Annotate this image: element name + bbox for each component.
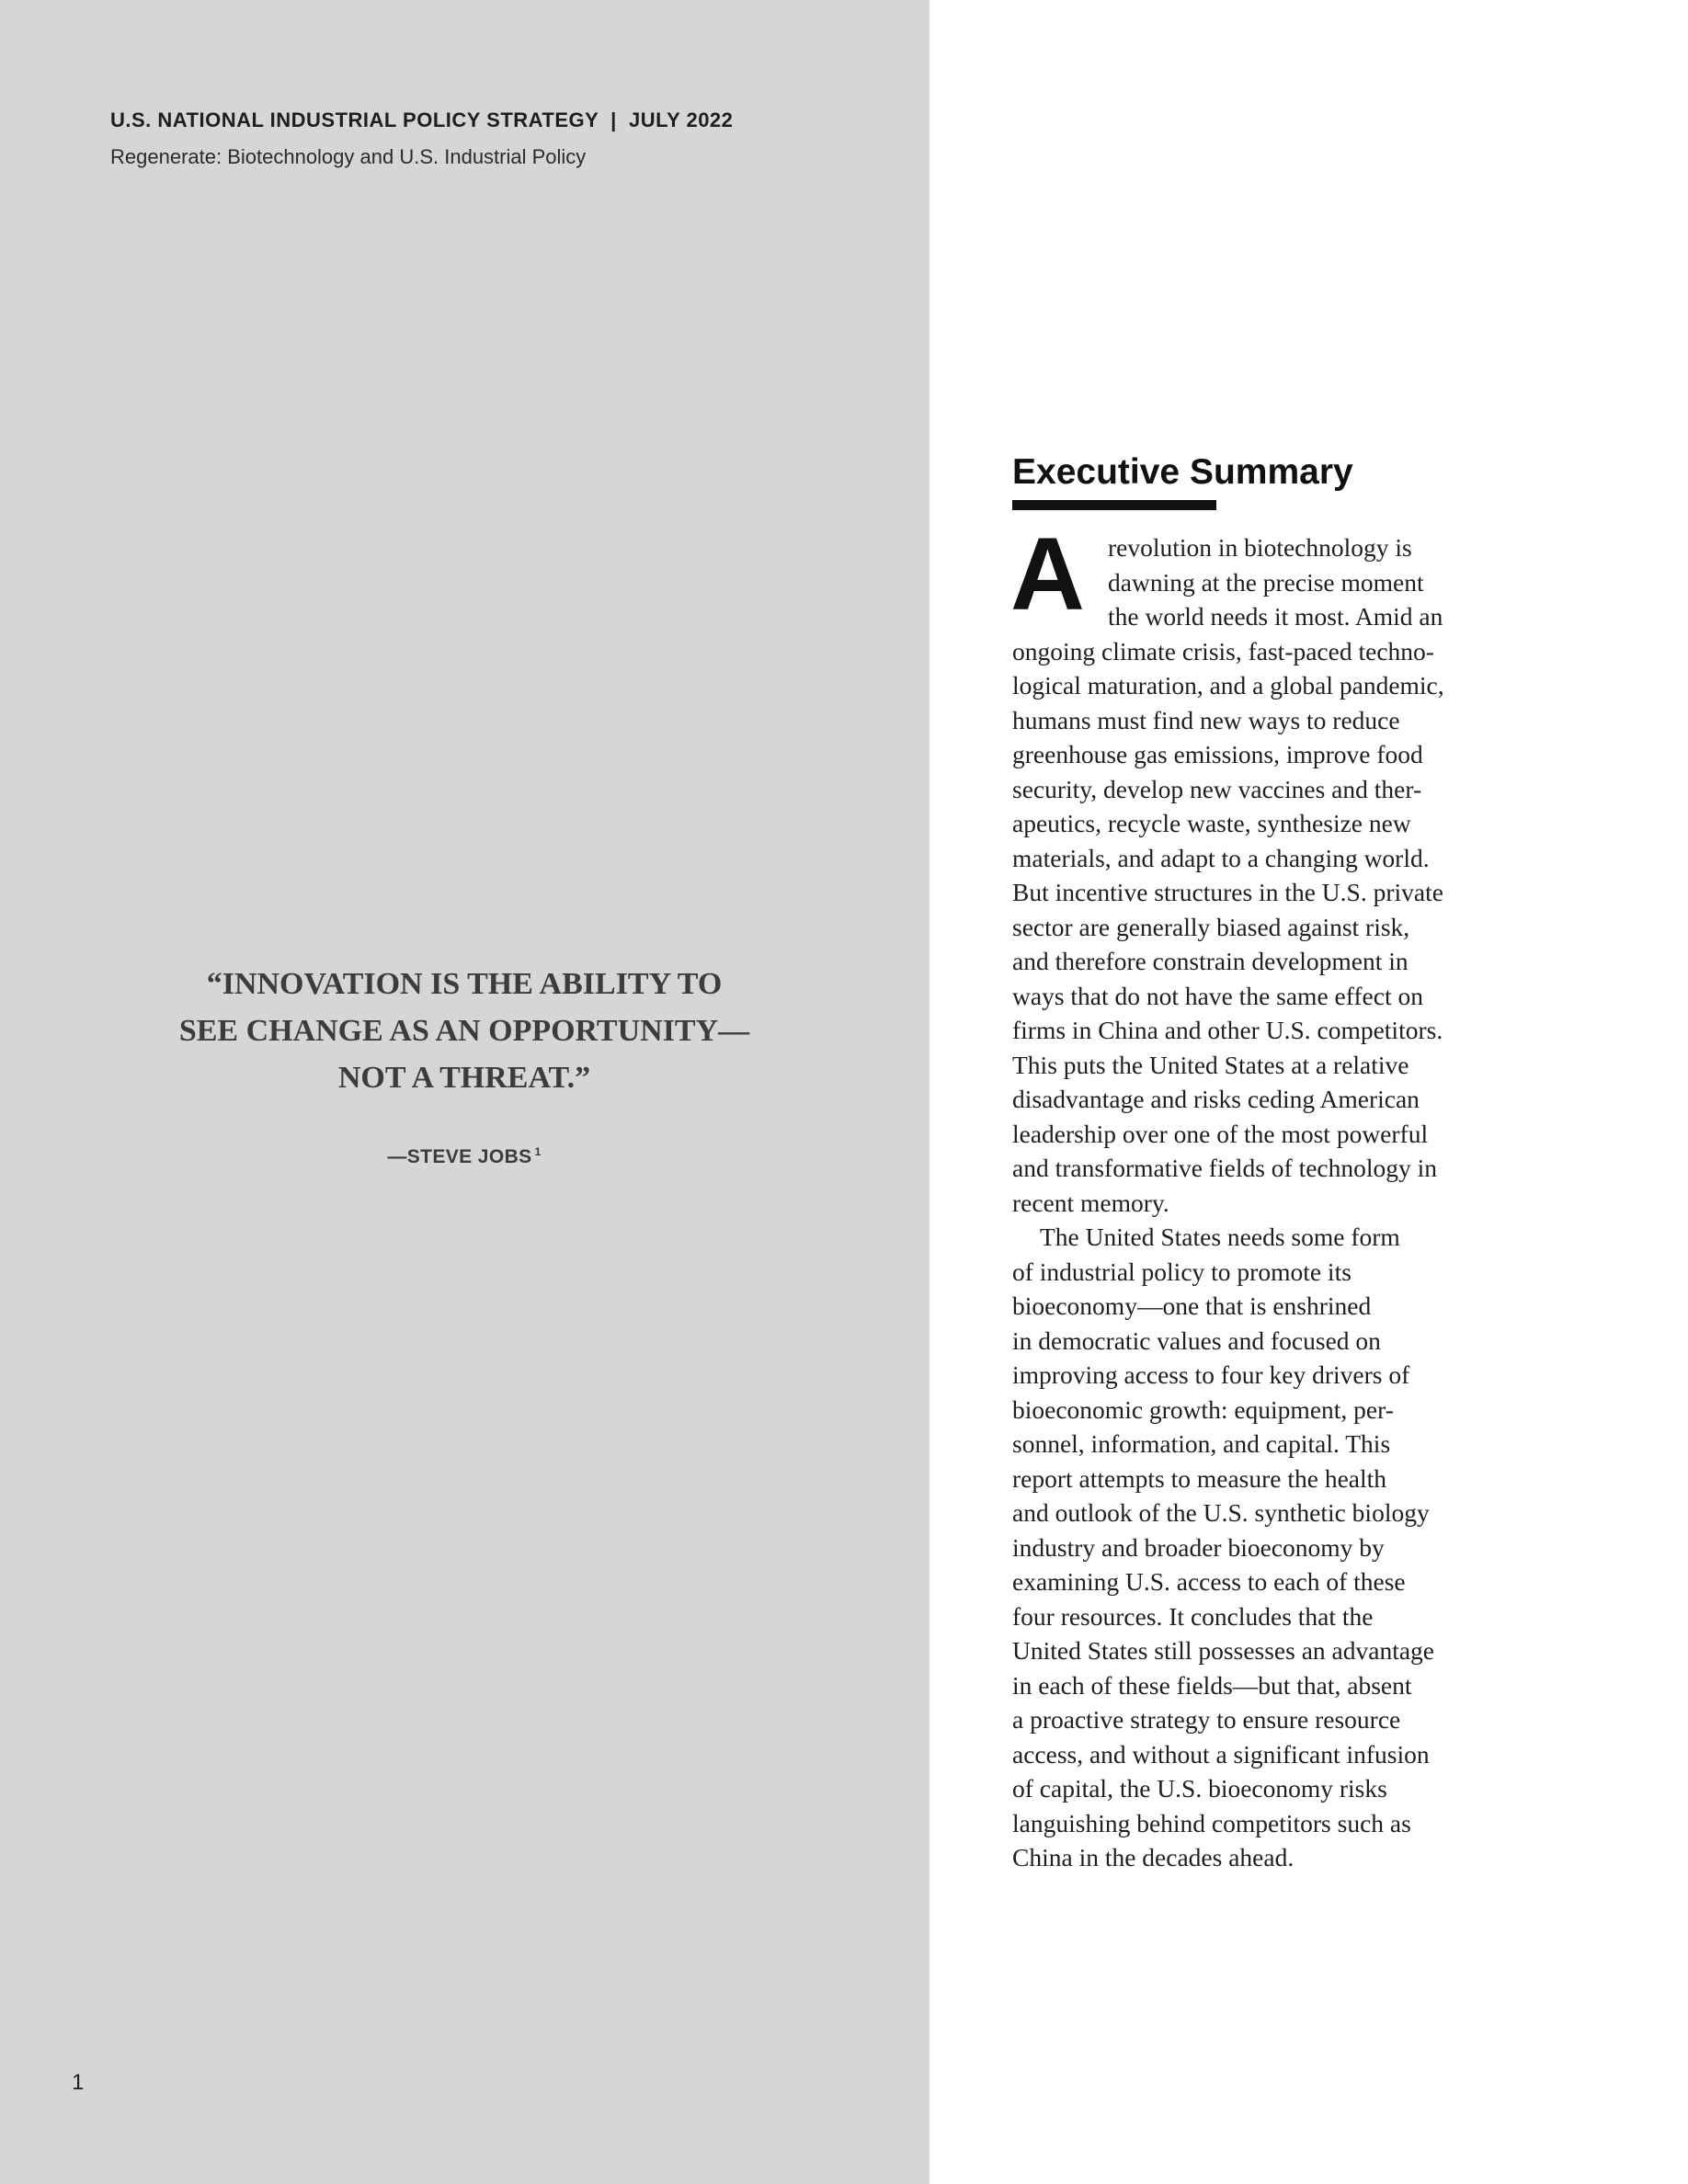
- text-line: languishing behind competitors such as: [1012, 1808, 1411, 1837]
- text-line: industry and broader bioeconomy by: [1012, 1532, 1385, 1562]
- text-line: a proactive strategy to ensure resource: [1012, 1705, 1401, 1734]
- footnote-marker[interactable]: 1: [534, 1145, 542, 1158]
- text-line: United States still possesses an advantage: [1012, 1636, 1435, 1665]
- text-line: four resources. It concludes that the: [1012, 1601, 1374, 1631]
- executive-summary-section: [1012, 450, 1527, 1875]
- text-line: leadership over one of the most powerful: [1012, 1119, 1429, 1148]
- running-header: [110, 108, 901, 169]
- text-line: apeutics, recycle waste, synthesize new: [1012, 809, 1411, 837]
- text-line: bioeconomy—one that is enshrined: [1012, 1291, 1372, 1320]
- pull-quote: [92, 961, 837, 1168]
- text-line: in democratic values and focused on: [1012, 1325, 1381, 1355]
- text-line: sector are generally biased against risk,: [1012, 912, 1410, 941]
- text-line: in each of these fields—but that, absent: [1012, 1670, 1412, 1700]
- paragraph-1: [1012, 530, 1527, 1220]
- text-line: revolution in biotechnology is: [1108, 533, 1412, 562]
- text-line: of industrial policy to promote its: [1012, 1257, 1352, 1286]
- text-line: China in the decades ahead.: [1012, 1843, 1295, 1871]
- summary-body: [1010, 517, 1527, 1875]
- text-line: access, and without a significant infusion: [1012, 1739, 1430, 1769]
- page-number: 1: [72, 2070, 85, 2095]
- text-line: This puts the United States at a relative: [1012, 1050, 1409, 1079]
- text-line: the world needs it most. Amid an: [1108, 602, 1443, 631]
- text-line: recent memory.: [1012, 1188, 1169, 1217]
- quote-line: NOT A THREAT.”: [337, 1061, 591, 1095]
- text-line: firms in China and other U.S. competitors.: [1012, 1016, 1443, 1044]
- text-line: sonnel, information, and capital. This: [1012, 1429, 1391, 1458]
- text-line: logical maturation, and a global pandemic,: [1012, 671, 1444, 700]
- text-line: improving access to four key drivers of: [1012, 1360, 1410, 1389]
- drop-cap: A: [1010, 517, 1085, 631]
- text-line: dawning at the precise moment: [1108, 567, 1424, 597]
- attribution-name: —STEVE JOBS: [387, 1146, 532, 1167]
- text-line: materials, and adapt to a changing world.: [1012, 843, 1430, 872]
- quote-line: SEE CHANGE AS AN OPPORTUNITY—: [178, 1014, 750, 1048]
- text-line: ways that do not have the same effect on: [1012, 981, 1423, 1010]
- text-line: greenhouse gas emissions, improve food: [1012, 740, 1423, 768]
- text-line: The United States needs some form: [1040, 1223, 1400, 1251]
- text-line: security, develop new vaccines and ther-: [1012, 774, 1422, 803]
- text-line: and outlook of the U.S. synthetic biology: [1012, 1498, 1430, 1527]
- text-line: and therefore constrain development in: [1012, 947, 1409, 975]
- text-line: of capital, the U.S. bioeconomy risks: [1012, 1774, 1387, 1803]
- text-line: and transformative fields of technology in: [1012, 1154, 1438, 1182]
- quote-attribution: [92, 1145, 837, 1168]
- text-line: bioeconomic growth: equipment, per-: [1012, 1394, 1394, 1424]
- paragraph-2: [1012, 1220, 1527, 1875]
- quote-line: “INNOVATION IS THE ABILITY TO: [206, 967, 723, 1001]
- text-line: disadvantage and risks ceding American: [1012, 1085, 1420, 1113]
- title-underline-bar: [1012, 500, 1216, 510]
- text-line: But incentive structures in the U.S. private: [1012, 878, 1443, 906]
- text-line: examining U.S. access to each of these: [1012, 1567, 1406, 1596]
- text-line: humans must find new ways to reduce: [1012, 705, 1400, 734]
- section-title: Executive Summary: [1012, 452, 1353, 492]
- text-line: report attempts to measure the health: [1012, 1463, 1387, 1493]
- report-series-label: U.S. NATIONAL INDUSTRIAL POLICY STRATEGY | JULY 2022: [110, 108, 734, 131]
- report-title: Regenerate: Biotechnology and U.S. Industrial Policy: [110, 145, 587, 168]
- text-line: ongoing climate crisis, fast-paced techno-: [1012, 636, 1434, 665]
- quote-text: [92, 961, 837, 1101]
